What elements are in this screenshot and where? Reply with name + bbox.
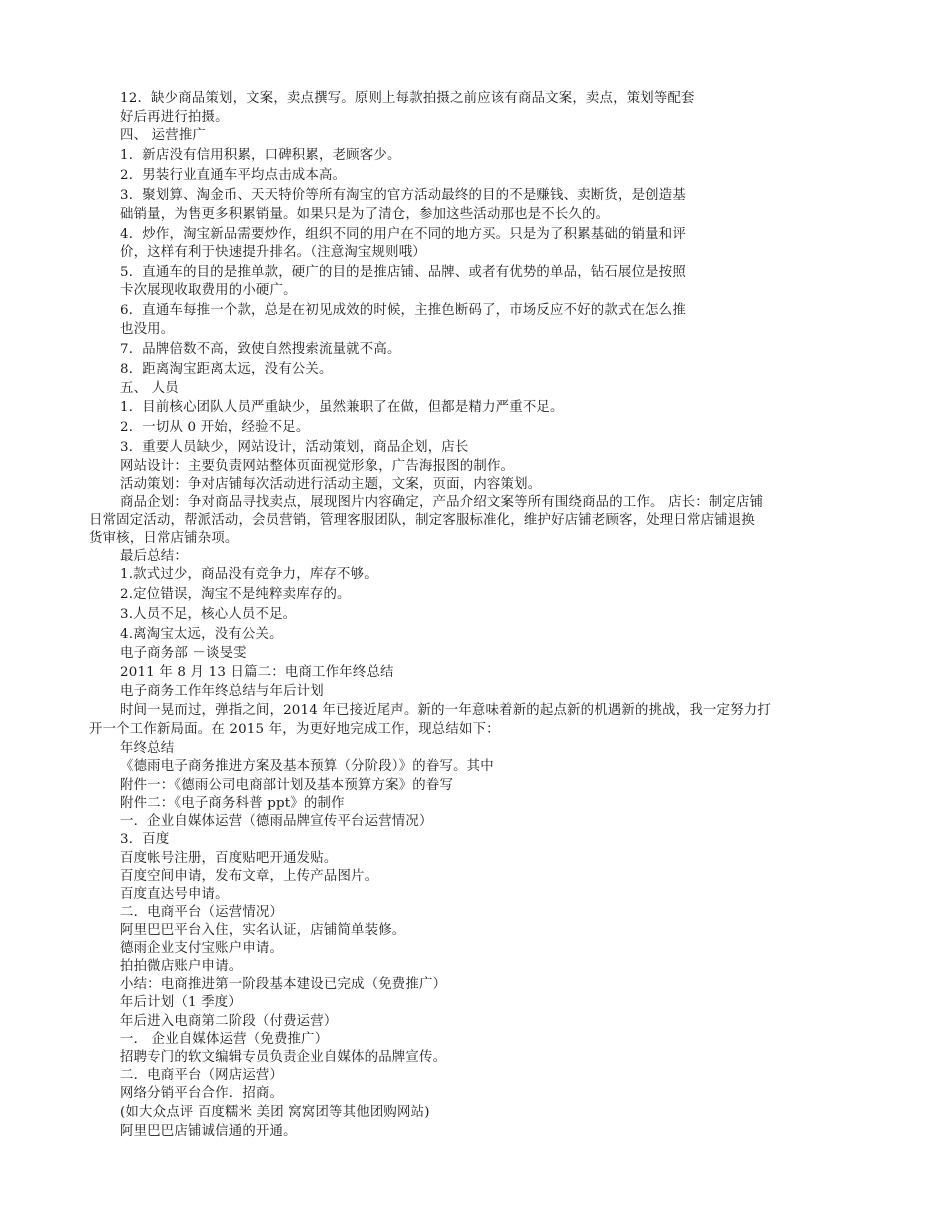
text-line: 2.定位错误，淘宝不是纯粹卖库存的。	[120, 587, 351, 602]
text-line: 活动策划：争对店铺每次活动进行活动主题，文案，页面，内容策划。	[120, 477, 542, 492]
text-line: 四、 运营推广	[120, 128, 206, 143]
text-line: 7．品牌倍数不高，致使自然搜索流量就不高。	[120, 342, 401, 357]
text-line: 2．男装行业直通车平均点击成本高。	[120, 168, 347, 183]
text-line: 2．一切从 0 开始，经验不足。	[120, 420, 310, 435]
text-line: 《德雨电子商务推进方案及基本预算（分阶段）》的眷写。其中	[120, 759, 494, 774]
text-line: 1．目前核心团队人员严重缺少，虽然兼职了在做，但都是精力严重不足。	[120, 400, 564, 415]
text-line: 价，这样有利于快速提升排名。（注意淘宝规则哦）	[120, 245, 426, 260]
text-line: 一． 企业自媒体运营（免费推广）	[120, 1032, 329, 1047]
text-line: 电子商务部 －谈旻雯	[120, 646, 247, 661]
text-line: 卡次展现收取费用的小硬广。	[120, 283, 297, 298]
text-line: 4.离淘宝太远，没有公关。	[120, 627, 283, 642]
text-line: 6．直通车每推一个款，总是在初见成效的时候，主推色断码了，市场反应不好的款式在怎么推	[120, 303, 686, 318]
text-line: 小结：电商推进第一阶段基本建设已完成（免费推广）	[120, 977, 447, 992]
text-line: 网络分销平台合作．招商。	[120, 1086, 284, 1101]
text-line: 3．百度	[120, 832, 170, 847]
text-line: 1．新店没有信用积累，口碑积累，老顾客少。	[120, 148, 401, 163]
text-line: 3．聚划算、淘金币、天天特价等所有淘宝的官方活动最终的目的不是赚钱、卖断货，是创造基	[120, 188, 686, 203]
text-line: 础销量，为售更多积累销量。如果只是为了清仓，参加这些活动那也是不长久的。	[120, 207, 610, 222]
text-line: 阿里巴巴平台入住，实名认证，店铺简单装修。	[120, 923, 406, 938]
text-line: 五、 人员	[120, 381, 179, 396]
text-line: 日常固定活动，帮派活动，会员营销，管理客服团队，制定客服标准化，维护好店铺老顾客，处理日常店铺退换	[89, 513, 755, 528]
text-line: 拍拍微店账户申请。	[120, 959, 243, 974]
text-line: 开一个工作新局面。在 2015 年，为更好地完成工作，现总结如下：	[89, 722, 500, 737]
text-line: 3.人员不足，核心人员不足。	[120, 607, 297, 622]
text-line: 也没用。	[120, 322, 175, 337]
text-line: 电子商务工作年终总结与年后计划	[120, 684, 324, 699]
text-line: 1.款式过少，商品没有竞争力，库存不够。	[120, 567, 378, 582]
text-line: 最后总结：	[120, 549, 188, 564]
text-line: 百度帐号注册，百度贴吧开通发贴。	[120, 851, 338, 866]
text-line: 8．距离淘宝距离太远，没有公关。	[120, 362, 333, 377]
text-line: (如大众点评 百度糯米 美团 窝窝团等其他团购网站)	[120, 1105, 430, 1120]
text-line: 二．电商平台（运营情况）	[120, 905, 284, 920]
text-line: 时间一晃而过，弹指之间，2014 年已接近尾声。新的一年意味着新的起点新的机遇新的挑战，我一定努力打	[120, 703, 771, 718]
text-line: 阿里巴巴店铺诚信通的开通。	[120, 1124, 297, 1139]
text-line: 年后计划（1 季度）	[120, 995, 242, 1010]
text-line: 货审核，日常店铺杂项。	[89, 531, 239, 546]
text-line: 年终总结	[120, 741, 175, 756]
text-line: 百度直达号申请。	[120, 887, 229, 902]
text-line: 3．重要人员缺少，网站设计，活动策划，商品企划，店长	[120, 440, 469, 455]
text-line: 二．电商平台（网店运营）	[120, 1068, 284, 1083]
text-line: 招聘专门的软文编辑专员负责企业自媒体的品牌宣传。	[120, 1050, 447, 1065]
text-line: 附件二：《电子商务科普 ppt》的制作	[120, 796, 345, 811]
text-line: 年后进入电商第二阶段（付费运营）	[120, 1014, 338, 1029]
text-line: 附件一：《德雨公司电商部计划及基本预算方案》的眷写	[120, 778, 454, 793]
text-line: 网站设计：主要负责网站整体页面视觉形象，广告海报图的制作。	[120, 459, 515, 474]
text-line: 4．炒作，淘宝新品需要炒作，组织不同的用户在不同的地方买。只是为了积累基础的销量和评	[120, 227, 686, 242]
text-line: 德雨企业支付宝账户申请。	[120, 941, 284, 956]
text-line: 12．缺少商品策划，文案，卖点撰写。原则上每款拍摄之前应该有商品文案，卖点，策划等配套	[120, 91, 695, 106]
text-line: 好后再进行拍摄。	[120, 110, 229, 125]
text-line: 2011 年 8 月 13 日篇二：电商工作年终总结	[120, 665, 394, 680]
text-line: 商品企划：争对商品寻找卖点，展现图片内容确定，产品介绍文案等所有围绕商品的工作。 店长：制定店铺	[120, 495, 764, 510]
text-line: 百度空间申请，发布文章，上传产品图片。	[120, 869, 379, 884]
text-line: 一．企业自媒体运营（德雨品牌宣传平台运营情况）	[120, 814, 433, 829]
text-line: 5．直通车的目的是推单款，硬广的目的是推店铺、品牌、或者有优势的单品，钻石展位是按照	[120, 265, 686, 280]
